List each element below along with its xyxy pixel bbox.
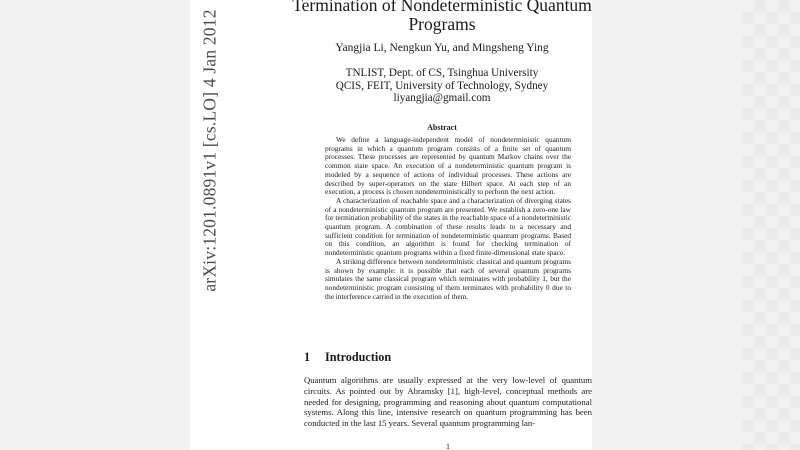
authors: Yangjia Li, Nengkun Yu, and Mingsheng Ying bbox=[335, 42, 549, 54]
section-title: Introduction bbox=[325, 350, 392, 364]
arxiv-stamp: arXiv:1201.0891v1 [cs.LO] 4 Jan 2012 bbox=[199, 9, 220, 292]
abstract-heading: Abstract bbox=[427, 123, 457, 132]
left-margin-background bbox=[0, 0, 190, 450]
abstract-body bbox=[325, 136, 571, 301]
transparency-checker bbox=[742, 0, 800, 450]
affiliation-2: QCIS, FEIT, University of Technology, Sydney bbox=[335, 79, 549, 92]
section-number: 1 bbox=[304, 350, 311, 364]
title-line-1: Termination of Nondeterministic Quantum bbox=[292, 0, 592, 15]
affiliations bbox=[292, 67, 592, 105]
paper-title bbox=[292, 0, 592, 34]
intro-paragraph: Quantum algorithms are usually expressed at the very low-level of quantum circuits. As pointed out by Abramsky [1], high-level, conceptual methods are needed for designing, programming and reasoning about quantum computational systems. Along this line, intensive research on quantum programming has been conducted in the last 15 years. Several quantum programming lan- bbox=[304, 375, 592, 429]
paper-page bbox=[190, 0, 592, 450]
title-line-2: Programs bbox=[408, 14, 476, 34]
introduction-text bbox=[304, 375, 592, 429]
author-email: liyangjia@gmail.com bbox=[393, 92, 491, 105]
page-number: 1 bbox=[446, 442, 450, 450]
abstract-paragraph: A striking difference between nondeterministic classical and quantum programs is shown by example: it is possible that each of several quantum programs simulates the same classical program which terminates with probability 1, but the nondeterministic program consisting of them terminates with probability 0 due to the interference carried in the execution of them. bbox=[325, 256, 571, 301]
section-heading bbox=[304, 350, 564, 365]
abstract-paragraph: A characterization of reachable space and a characterization of diverging states of a nondeterministic quantum program are presented. We establish a zero-one law for termination probability of the states in the reachable space of a nondeterministic quantum program. A combination of these results leads to a necessary and sufficient condition for termination of nondeterministic quantum programs. Based on this condition, an algorithm is found for checking termination of nondeterministic quantum programs within a fixed finite-dimensional state space. bbox=[325, 195, 571, 258]
abstract-paragraph: We define a language-independent model of nondeterministic quantum programs in which a quantum program consists of a finite set of quantum processes. These processes are represented by quantum Markov chains over the common state space. An execution of a nondeterministic quantum program is modeled by a sequence of actions of individual processes. These actions are described by super-operators on the state Hilbert space. At each step of an execution, a process is chosen nondeterministically to perform the next action. bbox=[325, 135, 571, 197]
right-margin-background bbox=[592, 0, 800, 450]
affiliation-1: TNLIST, Dept. of CS, Tsinghua University bbox=[345, 67, 539, 79]
